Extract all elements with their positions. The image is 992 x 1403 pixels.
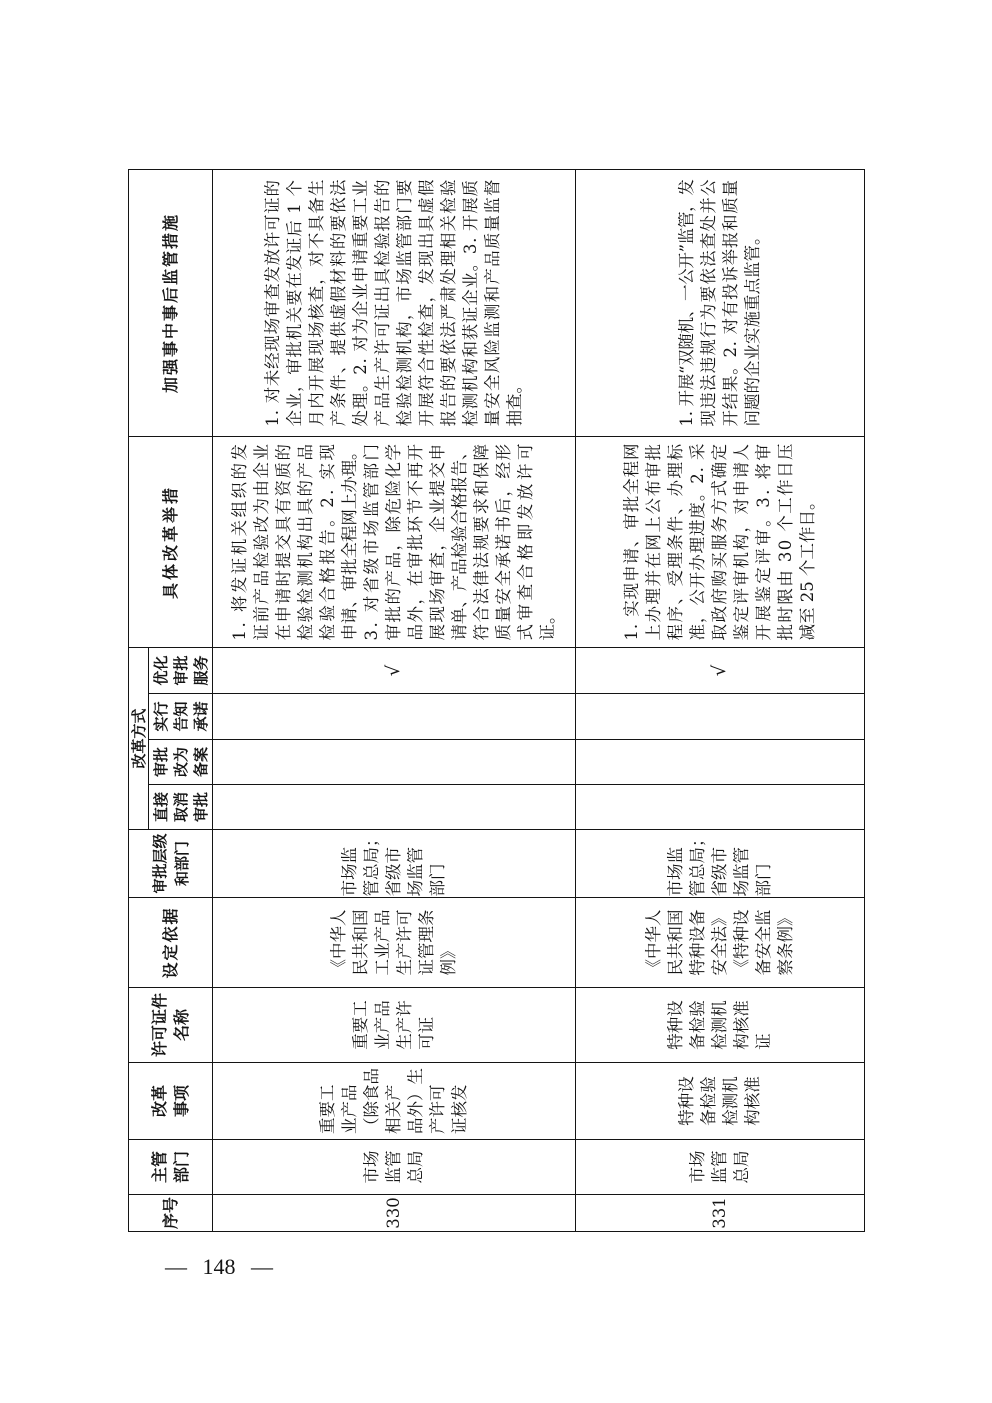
- cell-index: [576, 1195, 865, 1232]
- cell-supervision: [213, 169, 576, 436]
- legal-basis-line: 《中华人: [644, 909, 663, 976]
- header-method-filing-line: 改为: [171, 747, 190, 778]
- cell-method-filing: [213, 740, 576, 785]
- supervision-line: 产品生产许可证出具检验报告的: [373, 178, 392, 427]
- license-name-line: 业产品: [373, 1000, 392, 1050]
- supervision-line: 月内开展现场核查，对不具备生: [307, 178, 326, 427]
- header-method-optimize-line: 服务: [191, 655, 210, 686]
- reform-item-line: 检测机: [721, 1076, 740, 1126]
- header-method-filing: [149, 740, 213, 785]
- reform-item-text: [317, 1068, 471, 1134]
- measures-line: 审批的产品，除危险化学: [384, 442, 403, 641]
- supervision-line: 量安全风险监测和产品质量监督: [483, 178, 502, 427]
- header-approval-level-line: 和部门: [172, 841, 191, 887]
- header-method-cancel: [149, 785, 213, 830]
- reform-item-line: 相关产: [384, 1084, 403, 1134]
- header-row: [129, 169, 149, 1231]
- approval-level-line: 场监管: [406, 847, 425, 897]
- table-row: [213, 169, 576, 1231]
- department-line: 市场: [688, 1150, 707, 1184]
- legal-basis-line: 察条例》: [776, 909, 795, 976]
- supervision-line: 开展符合性检查，发现出具虚假: [417, 178, 436, 427]
- license-name-line: 证: [754, 1033, 773, 1050]
- reform-item-line: 业产品: [340, 1084, 359, 1134]
- legal-basis-text: [643, 910, 797, 976]
- measures-line: 申请、审批全程网上办理。: [340, 443, 359, 641]
- measures-line: 1. 实现申请、审批全程网: [622, 442, 641, 641]
- department-line: 市场: [362, 1150, 381, 1184]
- supervision-line: 检测机构和获证企业。3. 开展质: [461, 179, 480, 427]
- supervision-line: 开结果。2. 对有投诉举报和质量: [721, 179, 740, 427]
- legal-basis-line: 备安全监: [754, 909, 773, 976]
- index-text: [709, 1197, 731, 1229]
- cell-index: [213, 1195, 576, 1232]
- reform-item-line: 重要工: [318, 1084, 337, 1134]
- cell-reform-item: [213, 1063, 576, 1140]
- header-reform-item-line: 事项: [171, 1085, 191, 1118]
- header-supervision-text: [160, 213, 182, 393]
- measures-line: 证前产品检验改为由企业: [252, 442, 271, 641]
- measures-text: [229, 439, 559, 641]
- reform-item-line: 构核准: [743, 1076, 762, 1126]
- measures-line: 式审查合格即发放许可: [516, 439, 535, 641]
- header-measures: [129, 436, 213, 647]
- cell-measures: [576, 436, 865, 647]
- measures-line: 鉴定评审机构，对申请人: [732, 442, 751, 641]
- department-line: 总局: [406, 1150, 425, 1184]
- legal-basis-line: 民共和国: [666, 909, 685, 976]
- measures-line: 品外，在审批环节不再开: [406, 442, 425, 641]
- cell-measures: [213, 436, 576, 647]
- header-method-cancel-line: 取消: [171, 792, 190, 823]
- legal-basis-line: 特种设备: [688, 909, 707, 976]
- method-optimize-mark: [709, 665, 731, 676]
- measures-line: 展现场审查，企业提交申: [428, 442, 447, 641]
- department-line: 监管: [710, 1150, 729, 1184]
- measures-line: 检验检测机构出具的产品: [296, 442, 315, 641]
- header-license-name-line: 名称: [171, 1009, 191, 1042]
- header-method-cancel-text: [151, 792, 211, 822]
- header-method-optimize: [149, 647, 213, 693]
- check-mark: √: [709, 664, 730, 677]
- supervision-line: 处理。2. 对为企业申请重要工业: [351, 179, 370, 427]
- legal-basis-line: 例》: [439, 942, 458, 976]
- cell-supervision: [576, 169, 865, 436]
- cell-method-optimize: [213, 647, 576, 693]
- index-line: 330: [384, 1197, 403, 1229]
- header-legal-basis: [129, 898, 213, 988]
- department-text: [687, 1151, 753, 1184]
- header-method-notify-commit: [149, 694, 213, 740]
- license-name-text: [350, 1000, 438, 1050]
- supervision-line: 企业，审批机关要在发证后 1 个: [285, 179, 304, 427]
- header-legal-basis-line: 设定依据: [160, 906, 180, 979]
- header-method-optimize-text: [151, 655, 211, 685]
- header-method-notify-commit-line: 实行: [151, 701, 170, 732]
- supervision-line: 问题的企业实施重点监管。: [743, 228, 762, 427]
- reform-item-line: 备检验: [699, 1076, 718, 1126]
- header-measures-line: 具体改革举措: [160, 484, 180, 599]
- header-reform-method: [129, 647, 149, 829]
- department-line: 总局: [732, 1150, 751, 1184]
- cell-legal-basis: [213, 898, 576, 988]
- measures-line: 减至 25 个工作日。: [798, 493, 817, 641]
- department-text: [361, 1151, 427, 1184]
- measures-line: 程序、受理条件、办理标: [666, 442, 685, 641]
- legal-basis-line: 证管理条: [417, 909, 436, 976]
- license-name-text: [665, 1000, 775, 1050]
- measures-line: 上办理并在网上公布审批: [644, 442, 663, 641]
- reform-table: [128, 169, 865, 1232]
- table-row: [576, 169, 865, 1231]
- header-method-notify-commit-line: 承诺: [191, 701, 210, 732]
- measures-line: 准，公开办理进度。2. 采: [688, 442, 707, 641]
- approval-level-line: 省级市: [710, 847, 729, 897]
- cell-license-name: [576, 988, 865, 1063]
- license-name-line: 备检验: [688, 1000, 707, 1050]
- cell-method-notify-commit: [576, 694, 865, 740]
- legal-basis-line: 生产许可: [395, 909, 414, 976]
- header-reform-item: [129, 1063, 213, 1140]
- header-license-name-text: [149, 993, 193, 1057]
- reform-item-line: 证核发: [450, 1084, 469, 1134]
- cell-department: [576, 1140, 865, 1195]
- header-measures-text: [160, 485, 182, 599]
- license-name-line: 检测机: [710, 1000, 729, 1050]
- page-number: — 148 —: [165, 1254, 273, 1279]
- cell-approval-level: [576, 830, 865, 898]
- header-department: [129, 1140, 213, 1195]
- approval-level-line: 部门: [428, 863, 447, 897]
- measures-line: 取政府购买服务方式确定: [710, 442, 729, 641]
- legal-basis-line: 民共和国: [351, 909, 370, 976]
- department-line: 监管: [384, 1150, 403, 1184]
- legal-basis-line: 《中华人: [329, 909, 348, 976]
- header-license-name-line: 许可证件: [149, 993, 169, 1058]
- measures-line: 符合法律法规要求和保障: [472, 442, 491, 641]
- reform-item-line: 产许可: [428, 1084, 447, 1134]
- cell-method-cancel: [576, 785, 865, 830]
- measures-line: 在申请时提交具有资质的: [274, 442, 293, 641]
- header-department-line: 主管: [149, 1151, 169, 1184]
- reform-item-text: [676, 1076, 764, 1126]
- cell-license-name: [213, 988, 576, 1063]
- cell-method-optimize: [576, 647, 865, 693]
- header-supervision-line: 加强事中事后监管措施: [160, 212, 180, 393]
- header-method-cancel-line: 直接: [151, 792, 170, 823]
- header-legal-basis-text: [160, 907, 182, 979]
- header-department-text: [149, 1151, 193, 1183]
- header-method-optimize-line: 优化: [151, 655, 170, 686]
- approval-level-line: 省级市: [384, 847, 403, 897]
- header-method-notify-commit-text: [151, 702, 211, 732]
- approval-level-line: 市场监: [666, 847, 685, 897]
- header-index: [129, 1195, 213, 1232]
- legal-basis-line: 安全法》: [710, 909, 729, 976]
- header-approval-level-text: [149, 834, 193, 894]
- cell-method-filing: [576, 740, 865, 785]
- supervision-line: 抽查。: [505, 376, 524, 427]
- header-department-line: 部门: [171, 1151, 191, 1184]
- supervision-line: 产条件、提供虚假材料的要依法: [329, 178, 348, 427]
- header-license-name: [129, 988, 213, 1063]
- header-method-cancel-line: 审批: [191, 792, 210, 823]
- supervision-text: [262, 179, 526, 426]
- cell-method-cancel: [213, 785, 576, 830]
- header-approval-level-line: 审批层级: [150, 833, 169, 894]
- rotated-table-container: [128, 170, 864, 1232]
- header-reform-item-line: 改革: [149, 1085, 169, 1118]
- measures-line: 证。: [538, 607, 557, 641]
- approval-level-text: [665, 831, 775, 897]
- measures-line: 开展鉴定评审。3. 将审: [754, 441, 773, 641]
- index-line: 331: [710, 1197, 729, 1229]
- supervision-line: 报告的要依法严肃处理相关检验: [439, 178, 458, 427]
- approval-level-line: 管总局；: [362, 830, 381, 897]
- reform-item-line: 品外）生: [406, 1068, 425, 1134]
- license-name-line: 可证: [417, 1016, 436, 1050]
- supervision-line: 检验检测机构，市场监管部门要: [395, 178, 414, 427]
- legal-basis-line: 工业产品: [373, 909, 392, 976]
- cell-legal-basis: [576, 898, 865, 988]
- header-supervision: [129, 169, 213, 436]
- supervision-line: 1. 开展“双随机、一公开”监管，发: [677, 179, 696, 427]
- supervision-text: [676, 179, 764, 426]
- legal-basis-text: [328, 910, 460, 976]
- measures-line: 质量安全承诺书后，经形: [494, 442, 513, 641]
- header-index-text: [160, 1197, 182, 1229]
- reform-item-line: （除食品: [362, 1068, 381, 1134]
- license-name-line: 特种设: [666, 1000, 685, 1050]
- measures-line: 批时限由 30 个工作日压: [776, 442, 795, 641]
- header-method-filing-text: [151, 747, 211, 777]
- approval-level-line: 管总局；: [688, 830, 707, 897]
- reform-item-line: 特种设: [677, 1076, 696, 1126]
- cell-reform-item: [576, 1063, 865, 1140]
- cell-method-notify-commit: [213, 694, 576, 740]
- header-method-optimize-line: 审批: [171, 655, 190, 686]
- check-mark: √: [383, 664, 404, 677]
- license-name-line: 重要工: [351, 1000, 370, 1050]
- header-index-line: 序号: [160, 1197, 180, 1230]
- header-method-notify-commit-line: 告知: [171, 701, 190, 732]
- approval-level-text: [339, 831, 449, 897]
- header-approval-level: [129, 830, 213, 898]
- index-text: [383, 1197, 405, 1229]
- cell-approval-level: [213, 830, 576, 898]
- header-method-filing-line: 备案: [191, 747, 210, 778]
- approval-level-line: 部门: [754, 863, 773, 897]
- measures-text: [621, 443, 819, 640]
- header-reform-method-label: 改革方式: [129, 708, 148, 769]
- measures-line: 检验合格报告。2. 实现: [318, 441, 337, 641]
- header-reform-item-text: [149, 1085, 193, 1117]
- method-optimize-mark: [383, 665, 405, 676]
- approval-level-line: 市场监: [340, 847, 359, 897]
- measures-line: 1. 将发证机关组织的发: [230, 441, 249, 641]
- measures-line: 3. 对省级市场监管部门: [362, 441, 381, 641]
- approval-level-line: 场监管: [732, 847, 751, 897]
- license-name-line: 构核准: [732, 1000, 751, 1050]
- supervision-line: 现违法违规行为要依法查处并公: [699, 178, 718, 427]
- measures-line: 请单、产品检验合格报告、: [450, 443, 469, 641]
- supervision-line: 1. 对未经现场审查发放许可证的: [263, 179, 282, 427]
- cell-department: [213, 1140, 576, 1195]
- legal-basis-line: 《特种设: [732, 909, 751, 976]
- header-method-filing-line: 审批: [151, 747, 170, 778]
- license-name-line: 生产许: [395, 1000, 414, 1050]
